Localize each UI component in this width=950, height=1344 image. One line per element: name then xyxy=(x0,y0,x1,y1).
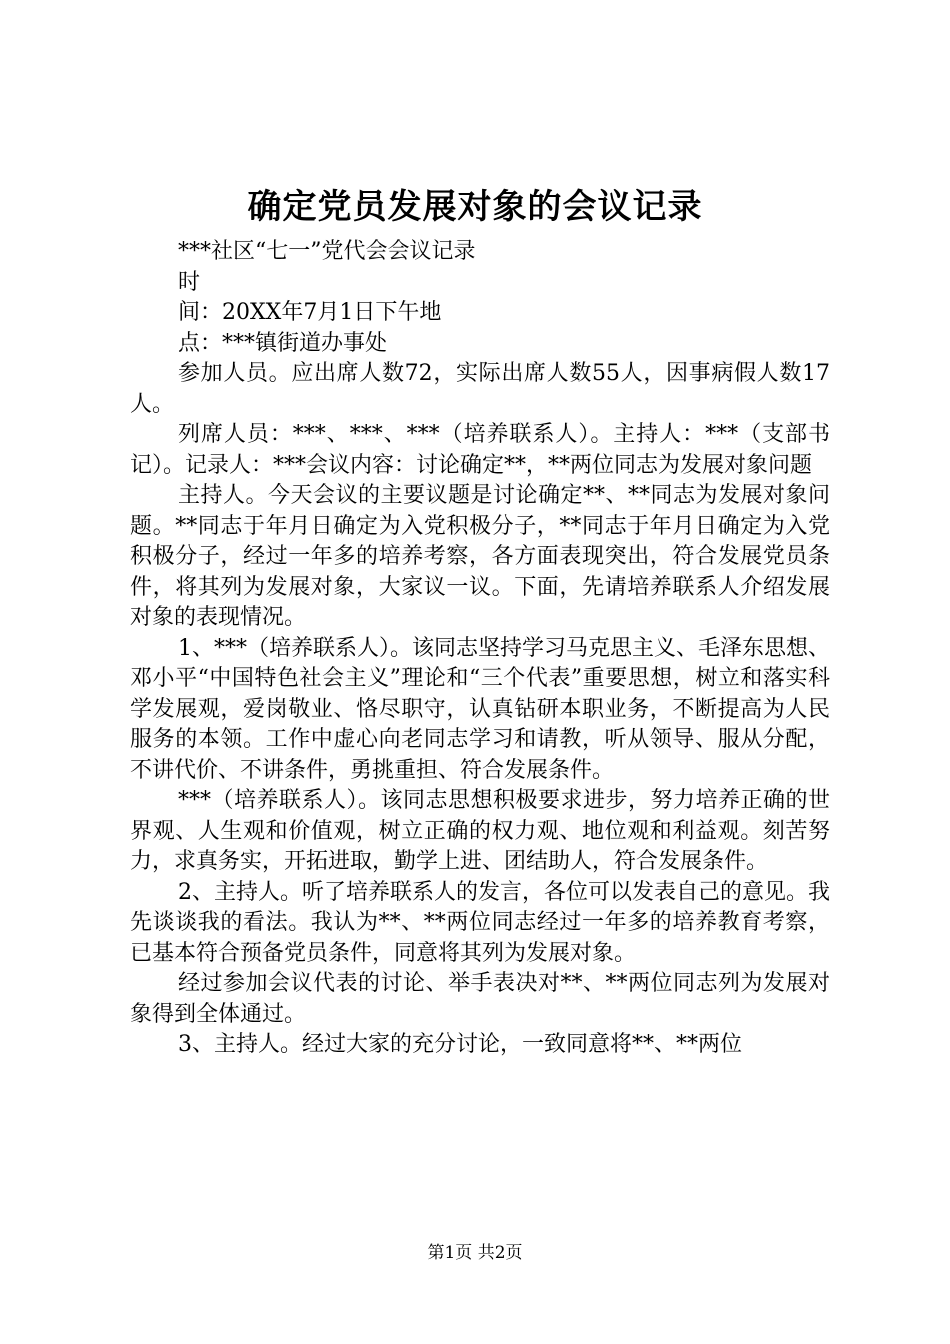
header-line-meeting: ***社区“七一”党代会会议记录 xyxy=(178,239,476,264)
paragraph-contact-report-1: 1、***（培养联系人）。该同志坚持学习马克思主义、毛泽东思想、邓小平“中国特色社会主义”理论和“三个代表”重要思想，树立和落实科学发展观，爱岗敬业、恪尽职守，认真钻研本职业务，不断提高为人民服务的本领。工作中虚心向老同志学习和请教，听从领导、服从分配，不讲代价、不讲条件，勇挑重担、符合发展条件。 xyxy=(130,635,830,783)
paragraph-host-opening: 主持人。今天会议的主要议题是讨论确定**、**同志为发展对象问题。**同志于年月日确定为入党积极分子，**同志于年月日确定为入党积极分子，经过一年多的培养考察，各方面表现突出，符合发展党员条件，将其列为发展对象，大家议一议。下面，先请培养联系人介绍发展对象的表现情况。 xyxy=(130,483,830,630)
paragraph-observers: 列席人员：***、***、***（培养联系人）。主持人：***（支部书记）。记录人：***会议内容：讨论确定**，**两位同志为发展对象问题 xyxy=(130,422,830,478)
paragraph-vote-result: 经过参加会议代表的讨论、举手表决对**、**两位同志列为发展对象得到全体通过。 xyxy=(130,971,830,1027)
paragraph-host-opinion: 2、主持人。听了培养联系人的发言，各位可以发表自己的意见。我先谈谈我的看法。我认为**、**两位同志经过一年多的培养教育考察，已基本符合预备党员条件，同意将其列为发展对象。 xyxy=(130,879,830,966)
paragraph-host-conclusion: 3、主持人。经过大家的充分讨论，一致同意将**、**两位 xyxy=(178,1032,742,1057)
header-line-time: 间：20XX年7月1日下午地 xyxy=(178,300,442,325)
document-body xyxy=(130,237,830,1061)
page-footer: 第1页 共2页 xyxy=(427,1243,523,1263)
paragraph-contact-report-2: ***（培养联系人）。该同志思想积极要求进步，努力培养正确的世界观、人生观和价值观，树立正确的权力观、地位观和利益观。刻苦努力，求真务实，开拓进取，勤学上进、团结助人，符合发展条件。 xyxy=(130,788,830,874)
paragraph-attendees: 参加人员。应出席人数72，实际出席人数55人，因事病假人数17人。 xyxy=(130,361,830,417)
header-line-place: 点：***镇街道办事处 xyxy=(178,330,388,356)
header-line-time-label: 时 xyxy=(178,269,201,295)
document-title: 确定党员发展对象的会议记录 xyxy=(247,187,703,227)
